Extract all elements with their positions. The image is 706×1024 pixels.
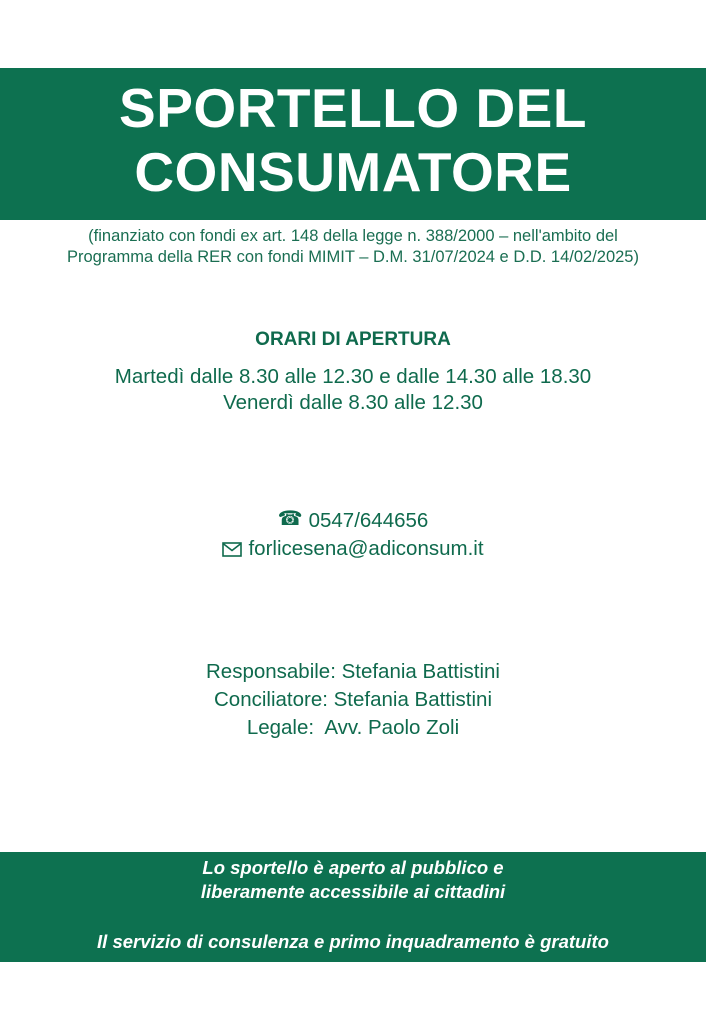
email-row[interactable] <box>0 535 706 562</box>
header-band <box>0 68 706 220</box>
funding-note-line-2: Programma della RER con fondi MIMIT – D.M. 31/07/2024 e D.D. 14/02/2025) <box>67 248 639 266</box>
title-line-2: CONSUMATORE <box>134 141 572 203</box>
mail-icon <box>222 542 242 557</box>
footer-band <box>0 852 706 962</box>
funding-note-line-1: (finanziato con fondi ex art. 148 della legge n. 388/2000 – nell'ambito del <box>88 227 618 245</box>
footer-line-2: liberamente accessibile ai cittadini <box>200 881 506 902</box>
opening-hours-heading: ORARI DI APERTURA <box>255 329 451 350</box>
staff-list <box>0 658 706 742</box>
title-line-1: SPORTELLO DEL <box>119 77 587 139</box>
phone-icon: ☎ <box>277 508 303 531</box>
hours-friday: Venerdì dalle 8.30 alle 12.30 <box>223 391 483 414</box>
phone-number[interactable]: 0547/644656 <box>308 509 429 532</box>
phone-row[interactable] <box>0 507 706 535</box>
email-address[interactable]: forlicesena@adiconsum.it <box>248 537 484 561</box>
footer-line-1: Lo sportello è aperto al pubblico e <box>202 857 504 878</box>
staff-conciliatore: Conciliatore: Stefania Battistini <box>213 688 493 711</box>
footer-free-service-note <box>0 930 706 954</box>
footer-line-3: Il servizio di consulenza e primo inquadramento è gratuito <box>97 931 609 952</box>
page-title <box>0 68 706 204</box>
staff-legale: Legale: Avv. Paolo Zoli <box>246 716 460 739</box>
staff-responsabile: Responsabile: Stefania Battistini <box>205 660 500 683</box>
opening-hours <box>0 364 706 416</box>
funding-note <box>0 226 706 268</box>
hours-tuesday: Martedì dalle 8.30 alle 12.30 e dalle 14.30 alle 18.30 <box>114 365 592 388</box>
footer-access-note <box>0 856 706 904</box>
contacts <box>0 507 706 562</box>
